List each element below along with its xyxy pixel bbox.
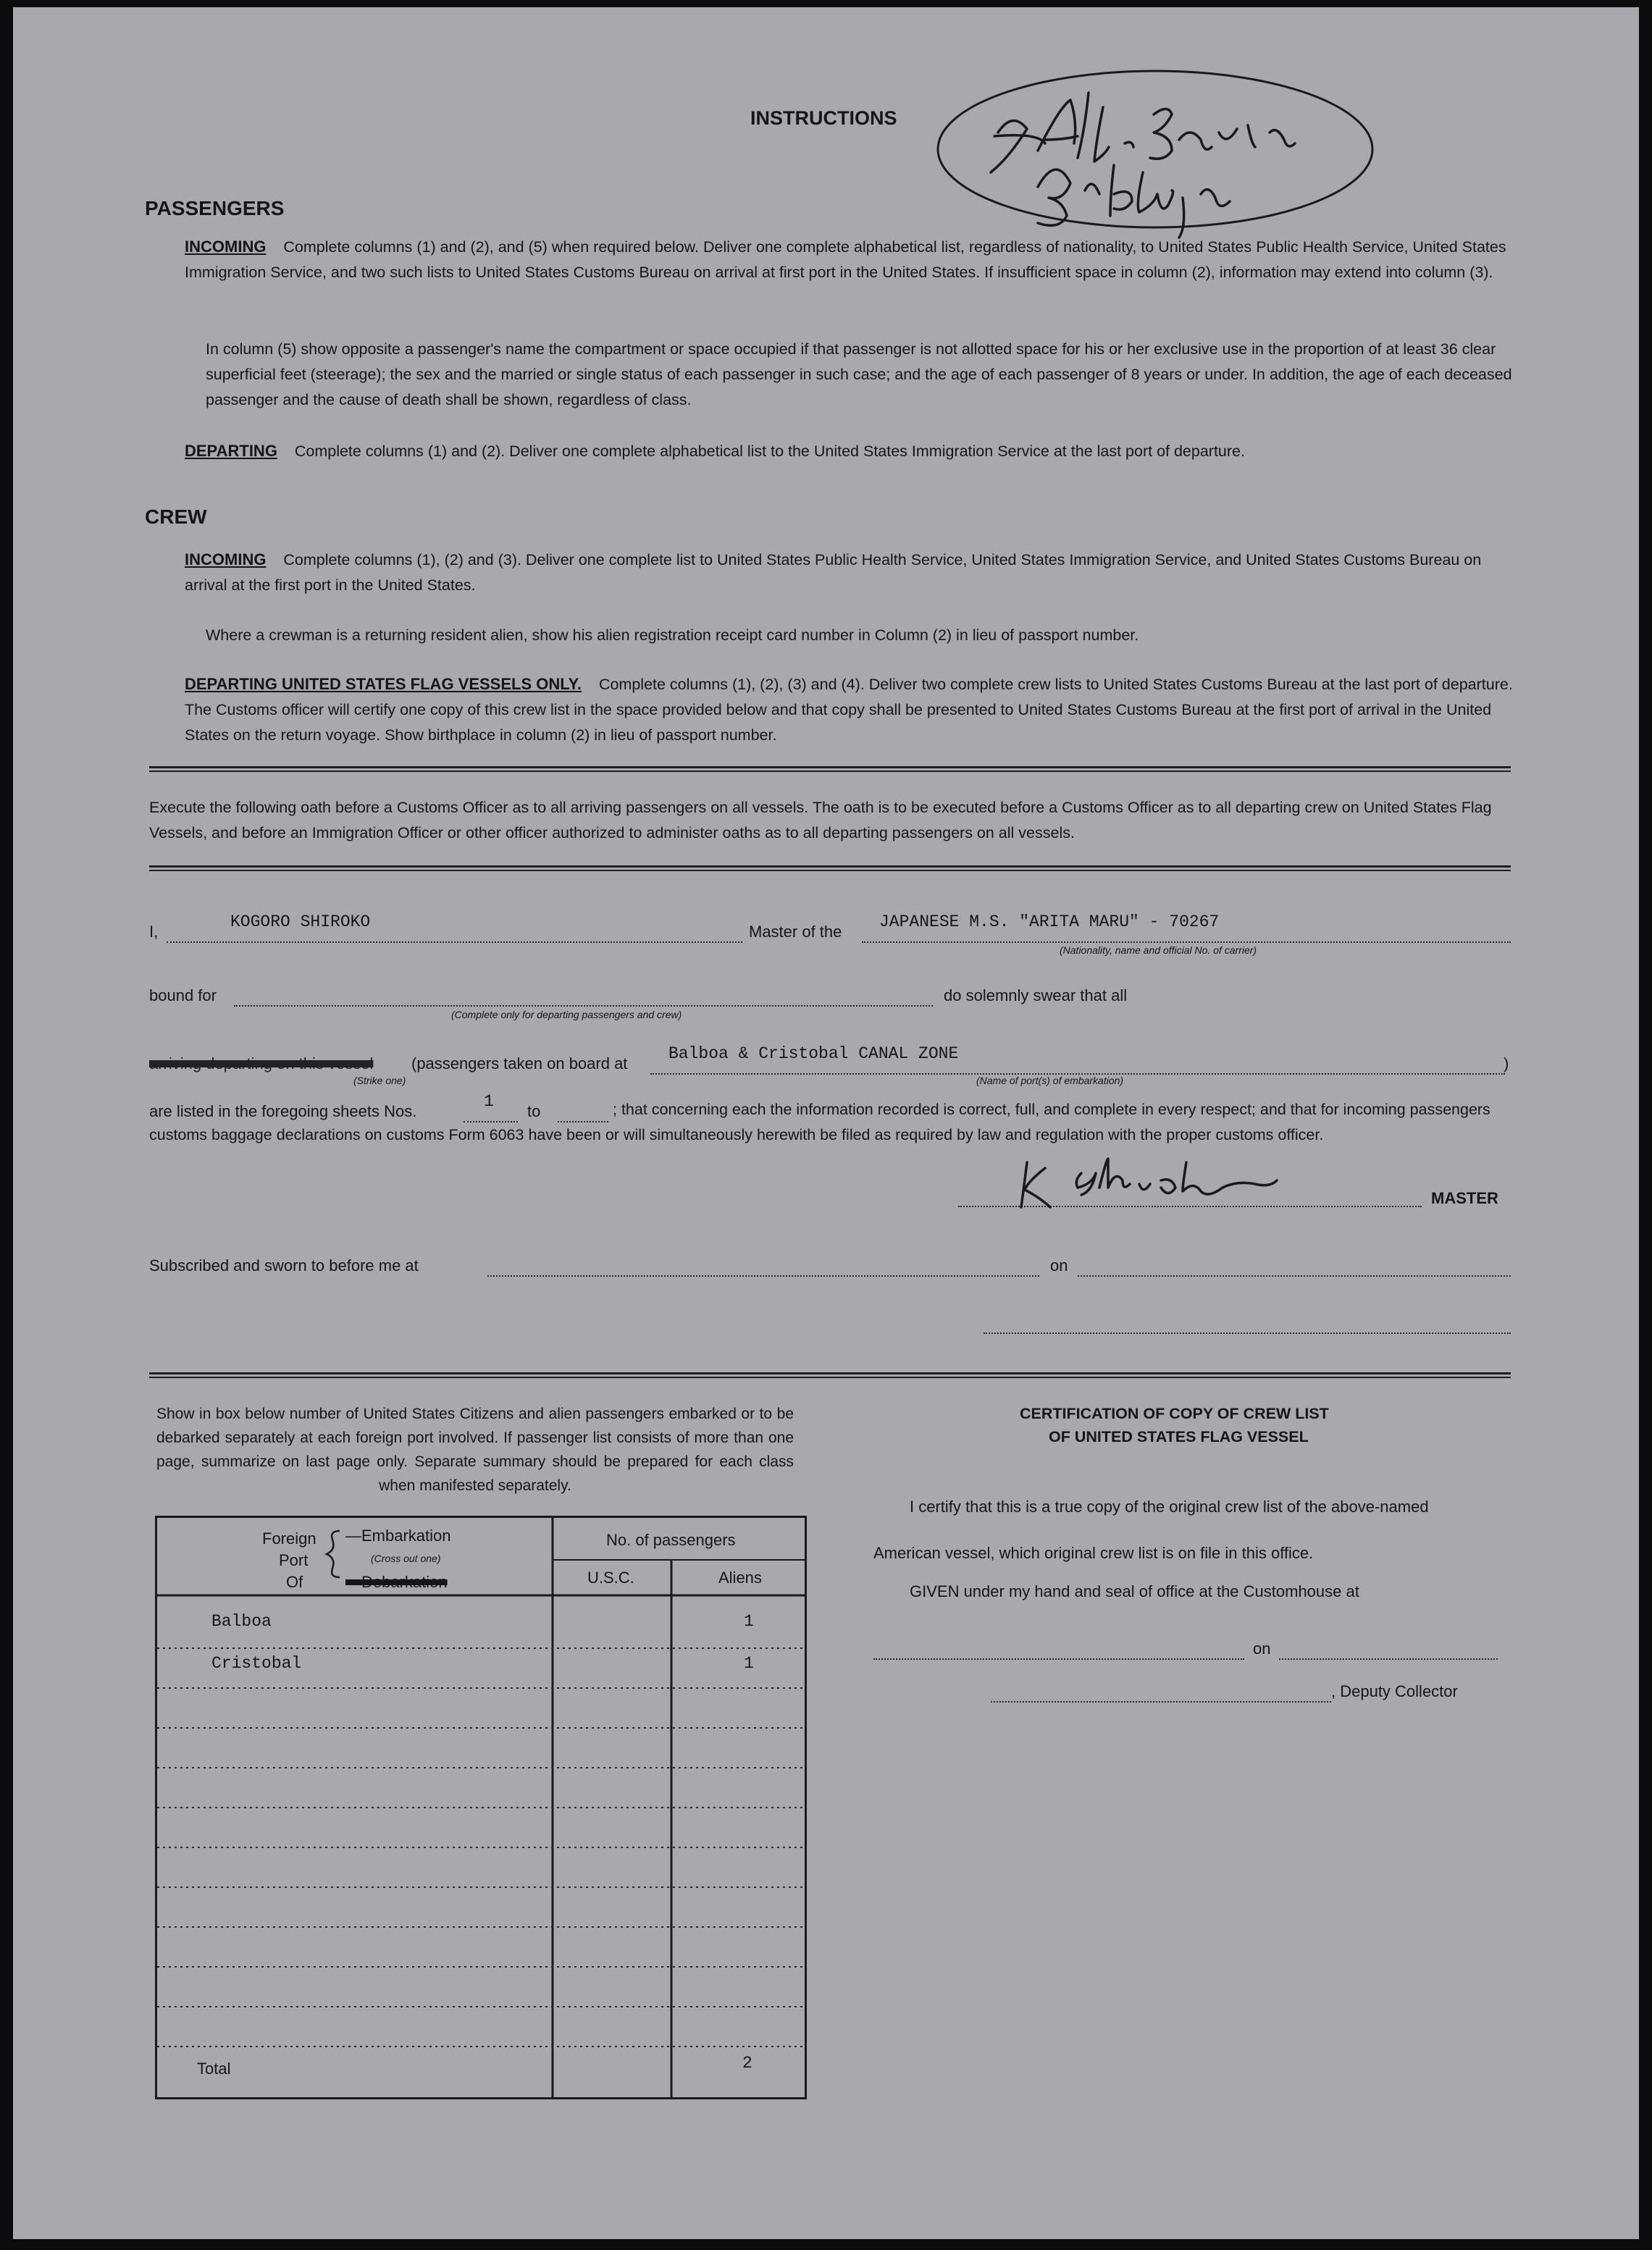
bound-caption: (Complete only for departing passengers and crew) bbox=[451, 1009, 682, 1020]
passengers-taken-label: (passengers taken on board at bbox=[411, 1054, 628, 1072]
passengers-incoming-paragraph bbox=[185, 234, 1514, 285]
passenger-summary-box bbox=[155, 1516, 807, 2099]
certification-date-line bbox=[1279, 1658, 1498, 1660]
crew-departing-label: DEPARTING UNITED STATES FLAG VESSELS ONLY. bbox=[185, 675, 582, 693]
master-signature bbox=[1012, 1155, 1317, 1213]
header-port: Port bbox=[279, 1551, 309, 1569]
bound-for-line bbox=[234, 1005, 933, 1007]
strike-caption: (Strike one) bbox=[353, 1075, 406, 1086]
ports-value: Balboa & Cristobal CANAL ZONE bbox=[668, 1044, 959, 1063]
to-label: to bbox=[527, 1102, 541, 1120]
header-debarkation: —Debarkation bbox=[345, 1573, 448, 1591]
certification-line1: I certify that this is a true copy of the original crew list of the above-named bbox=[910, 1498, 1429, 1516]
certification-line2: American vessel, which original crew list is on file in this office. bbox=[873, 1544, 1314, 1562]
handwritten-note bbox=[929, 64, 1393, 245]
sheets-text: ; that concerning each the information recorded is correct, full, and complete in every respect; and that for incoming passengers customs baggage declarations on customs Form 6063 have been or will simultaneously herewith be filed as required by law and regulation with the proper customs officer. bbox=[149, 1101, 1490, 1143]
header-of: Of bbox=[286, 1573, 303, 1591]
subscribed-label: Subscribed and sworn to before me at bbox=[149, 1256, 419, 1275]
master-of-label: Master of the bbox=[749, 923, 842, 941]
deputy-collector-label: , Deputy Collector bbox=[1331, 1682, 1458, 1700]
crew-resident-paragraph: Where a crewman is a returning resident alien, show his alien registration receipt card number in Column (2) in lieu of passport number. bbox=[206, 626, 1139, 644]
vessel-line bbox=[862, 941, 1511, 943]
oath-i-label: I, bbox=[149, 923, 159, 941]
certification-title-line2: OF UNITED STATES FLAG VESSEL bbox=[1049, 1428, 1309, 1445]
passengers-incoming-label: INCOMING bbox=[185, 238, 267, 256]
deputy-signature-line bbox=[991, 1701, 1331, 1703]
crew-heading: CREW bbox=[145, 505, 207, 528]
subscribed-on-label: on bbox=[1050, 1256, 1068, 1275]
vessel-value: JAPANESE M.S. "ARITA MARU" - 70267 bbox=[879, 912, 1220, 931]
vessel-caption: (Nationality, name and official No. of carrier) bbox=[1060, 944, 1257, 956]
master-name-line bbox=[167, 941, 742, 943]
passengers-departing-label: DEPARTING bbox=[185, 442, 277, 460]
sheets-label: are listed in the foregoing sheets Nos. bbox=[149, 1102, 417, 1120]
master-name-value: KOGORO SHIROKO bbox=[230, 912, 371, 931]
total-label: Total bbox=[197, 2060, 231, 2078]
summary-instructions: Show in box below number of United States Citizens and alien passengers embarked or to be debarked separately at each foreign port involved. If passenger list consists of more than one page, summarize on last page only. Separate summary should be prepared for each class when manifested separately. bbox=[156, 1406, 794, 1494]
divider-rule bbox=[149, 865, 1511, 871]
divider-rule bbox=[149, 1372, 1511, 1378]
sheet-from-value: 1 bbox=[484, 1092, 494, 1111]
passengers-departing-paragraph bbox=[185, 438, 1514, 464]
customhouse-line bbox=[873, 1658, 1244, 1660]
certification-line3: GIVEN under my hand and seal of office at the Customhouse at bbox=[910, 1582, 1359, 1600]
divider-rule bbox=[149, 766, 1511, 772]
oath-instructions: Execute the following oath before a Customs Officer as to all arriving passengers on all vessels. The oath is to be executed before a Customs Officer as to all departing crew on United States Flag Vessels, and before an Immigration Officer or other officer authorized to administer oaths as to all departing passengers on all vessels. bbox=[149, 799, 1492, 841]
row-aliens: 1 bbox=[744, 1654, 754, 1673]
master-label: MASTER bbox=[1431, 1189, 1498, 1207]
row-aliens: 1 bbox=[744, 1612, 754, 1631]
crew-departing-text: Complete columns (1), (2), (3) and (4). Deliver two complete crew lists to United States Customs Bureau at the last port of departure. The Customs officer will certify one copy of this crew list in the space provided below and that copy shall be presented to United States Customs Bureau at the first port of arrival in the United States on the return voyage. Show birthplace in column (2) in lieu of passport number. bbox=[185, 676, 1513, 744]
passengers-heading: PASSENGERS bbox=[145, 197, 285, 219]
officer-signature-line bbox=[984, 1332, 1511, 1334]
total-aliens: 2 bbox=[742, 2054, 752, 2073]
passengers-departing-text: Complete columns (1) and (2). Deliver one complete alphabetical list to the United States Immigration Service at the last port of departure. bbox=[294, 442, 1245, 460]
page-title: INSTRUCTIONS bbox=[750, 107, 897, 129]
struck-direction-text: arriving departing on this vessel bbox=[149, 1054, 374, 1072]
header-no-passengers: No. of passengers bbox=[606, 1531, 736, 1549]
bound-for-label: bound for bbox=[149, 986, 217, 1004]
certification-on-label: on bbox=[1253, 1640, 1271, 1658]
subscribed-on-line bbox=[1078, 1275, 1511, 1277]
passengers-column5-paragraph: In column (5) show opposite a passenger's name the compartment or space occupied if that passenger is not allotted space for his or her exclusive use in the proportion of at least 36 clear superficial feet (steerage); the sex and the married or single status of each passenger in such case; and the age of each passenger of 8 years or under. In addition, the age of each deceased passenger and the cause of death shall be shown, regardless of class. bbox=[206, 340, 1512, 408]
close-paren: ) bbox=[1504, 1054, 1509, 1072]
crew-departing-paragraph bbox=[185, 671, 1514, 748]
crew-incoming-label: INCOMING bbox=[185, 550, 267, 568]
header-crossout: (Cross out one) bbox=[371, 1553, 441, 1564]
row-port: Cristobal bbox=[211, 1654, 302, 1673]
manifest-page bbox=[13, 7, 1639, 2239]
crew-incoming-paragraph bbox=[185, 547, 1514, 598]
crew-incoming-text: Complete columns (1), (2) and (3). Deliver one complete list to United States Public Health Service, United States Immigration Service, and United States Customs Bureau on arrival at the first port in the United States. bbox=[185, 551, 1482, 594]
subscribed-at-line bbox=[487, 1275, 1039, 1277]
header-embarkation: —Embarkation bbox=[345, 1527, 451, 1545]
ports-caption: (Name of port(s) of embarkation) bbox=[976, 1075, 1124, 1086]
certification-title-line1: CERTIFICATION OF COPY OF CREW LIST bbox=[1020, 1405, 1329, 1422]
row-port: Balboa bbox=[211, 1612, 272, 1631]
passengers-incoming-text: Complete columns (1) and (2), and (5) when required below. Deliver one complete alphabetical list, regardless of nationality, to United States Public Health Service, United States Immigration Service, and two such lists to United States Customs Bureau on arrival at first port in the United States. If insufficient space in column (2), information may extend into column (3). bbox=[185, 238, 1506, 281]
header-foreign: Foreign bbox=[262, 1529, 316, 1548]
header-usc: U.S.C. bbox=[587, 1569, 634, 1587]
header-aliens: Aliens bbox=[718, 1569, 762, 1587]
swear-label: do solemnly swear that all bbox=[944, 986, 1128, 1004]
